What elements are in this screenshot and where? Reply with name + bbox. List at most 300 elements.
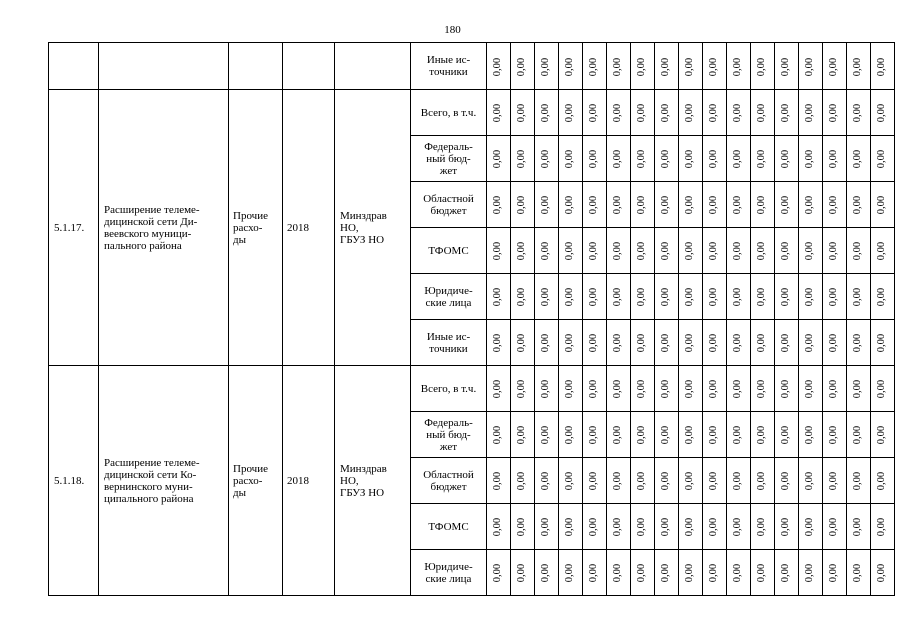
value-text: 0,00 <box>492 471 504 491</box>
value-text: 0,00 <box>732 287 744 307</box>
value-text: 0,00 <box>756 195 768 215</box>
value-cell <box>559 320 583 366</box>
value-text: 0,00 <box>588 563 600 583</box>
value-cell <box>535 182 559 228</box>
value-cell <box>631 182 655 228</box>
value-text: 0,00 <box>708 517 720 537</box>
value-cell <box>703 320 727 366</box>
value-cell <box>655 136 679 182</box>
value-text: 0,00 <box>588 195 600 215</box>
value-cell <box>559 43 583 90</box>
value-text: 0,00 <box>516 241 528 261</box>
value-text: 0,00 <box>852 425 864 445</box>
value-cell <box>655 458 679 504</box>
value-text: 0,00 <box>708 425 720 445</box>
value-cell <box>775 90 799 136</box>
value-cell <box>751 504 775 550</box>
value-cell <box>535 90 559 136</box>
value-cell <box>727 182 751 228</box>
source-cell: Юридиче- ские лица <box>411 550 487 596</box>
value-text: 0,00 <box>732 563 744 583</box>
value-text: 0,00 <box>636 241 648 261</box>
value-text: 0,00 <box>756 425 768 445</box>
value-text: 0,00 <box>756 333 768 353</box>
value-text: 0,00 <box>828 563 840 583</box>
item-code: 5.1.18. <box>49 366 99 596</box>
value-text: 0,00 <box>708 563 720 583</box>
value-cell <box>871 90 895 136</box>
value-cell <box>487 274 511 320</box>
value-cell <box>559 182 583 228</box>
value-text: 0,00 <box>756 563 768 583</box>
value-text: 0,00 <box>708 103 720 123</box>
table-row <box>49 90 895 136</box>
value-cell <box>535 458 559 504</box>
value-text: 0,00 <box>780 287 792 307</box>
value-cell <box>727 412 751 458</box>
value-text: 0,00 <box>780 425 792 445</box>
value-text: 0,00 <box>588 57 600 76</box>
value-cell <box>487 550 511 596</box>
value-cell <box>655 504 679 550</box>
value-text: 0,00 <box>876 517 888 537</box>
value-cell <box>511 550 535 596</box>
value-cell <box>655 43 679 90</box>
item-name: Расширение телеме- дицинской сети Ко- вернинского муни- ципального района <box>99 366 229 596</box>
value-text: 0,00 <box>492 379 504 399</box>
value-text: 0,00 <box>588 149 600 169</box>
value-cell <box>583 550 607 596</box>
value-text: 0,00 <box>564 471 576 491</box>
value-text: 0,00 <box>804 195 816 215</box>
source-cell: Юридиче- ские лица <box>411 274 487 320</box>
value-cell <box>607 412 631 458</box>
value-cell <box>703 136 727 182</box>
value-cell <box>607 504 631 550</box>
value-text: 0,00 <box>852 103 864 123</box>
value-cell <box>607 228 631 274</box>
value-cell <box>631 228 655 274</box>
value-cell <box>751 412 775 458</box>
value-cell <box>703 274 727 320</box>
value-text: 0,00 <box>564 241 576 261</box>
value-text: 0,00 <box>780 333 792 353</box>
value-cell <box>559 504 583 550</box>
expense-type: Прочие расхо- ды <box>229 90 283 366</box>
value-cell <box>799 366 823 412</box>
empty-cell <box>229 43 283 90</box>
value-cell <box>847 366 871 412</box>
value-cell <box>487 182 511 228</box>
value-cell <box>727 90 751 136</box>
value-text: 0,00 <box>636 563 648 583</box>
source-cell: Всего, в т.ч. <box>411 366 487 412</box>
value-text: 0,00 <box>852 563 864 583</box>
value-cell <box>607 274 631 320</box>
value-cell <box>631 43 655 90</box>
value-cell <box>871 550 895 596</box>
value-text: 0,00 <box>588 425 600 445</box>
value-cell <box>703 458 727 504</box>
value-text: 0,00 <box>636 471 648 491</box>
value-text: 0,00 <box>852 379 864 399</box>
value-text: 0,00 <box>732 149 744 169</box>
value-cell <box>799 412 823 458</box>
value-text: 0,00 <box>852 471 864 491</box>
value-cell <box>727 550 751 596</box>
value-cell <box>751 274 775 320</box>
value-cell <box>559 228 583 274</box>
value-text: 0,00 <box>684 333 696 353</box>
value-cell <box>679 320 703 366</box>
source-cell: Федераль- ный бюд- жет <box>411 412 487 458</box>
value-text: 0,00 <box>612 425 624 445</box>
value-cell <box>511 228 535 274</box>
value-text: 0,00 <box>708 287 720 307</box>
source-cell: Областной бюджет <box>411 182 487 228</box>
value-cell <box>679 412 703 458</box>
value-text: 0,00 <box>660 241 672 261</box>
value-text: 0,00 <box>492 241 504 261</box>
value-text: 0,00 <box>732 471 744 491</box>
value-text: 0,00 <box>804 517 816 537</box>
value-cell <box>583 412 607 458</box>
value-cell <box>607 458 631 504</box>
value-text: 0,00 <box>708 471 720 491</box>
value-cell <box>823 320 847 366</box>
value-cell <box>823 366 847 412</box>
value-cell <box>487 320 511 366</box>
value-cell <box>679 274 703 320</box>
value-text: 0,00 <box>804 563 816 583</box>
value-text: 0,00 <box>516 149 528 169</box>
value-text: 0,00 <box>804 471 816 491</box>
value-cell <box>703 90 727 136</box>
value-text: 0,00 <box>660 425 672 445</box>
value-cell <box>727 136 751 182</box>
value-cell <box>679 90 703 136</box>
value-cell <box>487 228 511 274</box>
value-cell <box>679 458 703 504</box>
value-text: 0,00 <box>828 333 840 353</box>
value-cell <box>703 366 727 412</box>
value-cell <box>775 504 799 550</box>
value-text: 0,00 <box>540 149 552 169</box>
value-text: 0,00 <box>732 103 744 123</box>
value-cell <box>631 320 655 366</box>
value-cell <box>559 274 583 320</box>
value-text: 0,00 <box>756 287 768 307</box>
value-cell <box>727 228 751 274</box>
value-cell <box>655 274 679 320</box>
value-cell <box>511 458 535 504</box>
value-cell <box>511 90 535 136</box>
value-text: 0,00 <box>852 333 864 353</box>
value-text: 0,00 <box>684 379 696 399</box>
value-text: 0,00 <box>828 149 840 169</box>
value-cell <box>751 136 775 182</box>
source-cell: Всего, в т.ч. <box>411 90 487 136</box>
value-text: 0,00 <box>876 471 888 491</box>
value-text: 0,00 <box>804 333 816 353</box>
source-cell: Иные ис- точники <box>411 320 487 366</box>
value-text: 0,00 <box>492 57 504 76</box>
value-cell <box>847 90 871 136</box>
value-text: 0,00 <box>732 241 744 261</box>
value-text: 0,00 <box>660 149 672 169</box>
value-text: 0,00 <box>684 287 696 307</box>
value-cell <box>511 43 535 90</box>
page-number: 180 <box>444 24 461 36</box>
value-cell <box>511 136 535 182</box>
value-text: 0,00 <box>660 517 672 537</box>
value-cell <box>799 228 823 274</box>
value-cell <box>535 504 559 550</box>
value-cell <box>871 228 895 274</box>
value-text: 0,00 <box>708 241 720 261</box>
value-text: 0,00 <box>564 379 576 399</box>
value-text: 0,00 <box>636 149 648 169</box>
value-cell <box>799 90 823 136</box>
value-cell <box>847 550 871 596</box>
value-cell <box>823 458 847 504</box>
value-cell <box>727 43 751 90</box>
value-text: 0,00 <box>516 103 528 123</box>
value-text: 0,00 <box>540 241 552 261</box>
value-text: 0,00 <box>492 195 504 215</box>
value-text: 0,00 <box>516 563 528 583</box>
value-text: 0,00 <box>492 563 504 583</box>
value-text: 0,00 <box>636 517 648 537</box>
value-text: 0,00 <box>684 149 696 169</box>
value-text: 0,00 <box>804 425 816 445</box>
value-text: 0,00 <box>684 103 696 123</box>
value-text: 0,00 <box>540 333 552 353</box>
value-text: 0,00 <box>564 149 576 169</box>
value-text: 0,00 <box>660 563 672 583</box>
value-text: 0,00 <box>828 57 840 76</box>
value-cell <box>511 320 535 366</box>
value-cell <box>727 320 751 366</box>
value-text: 0,00 <box>612 149 624 169</box>
value-text: 0,00 <box>852 195 864 215</box>
value-text: 0,00 <box>492 517 504 537</box>
value-text: 0,00 <box>540 425 552 445</box>
value-cell <box>799 136 823 182</box>
value-cell <box>535 136 559 182</box>
value-text: 0,00 <box>780 57 792 76</box>
value-cell <box>679 228 703 274</box>
source-cell: Областной бюджет <box>411 458 487 504</box>
value-cell <box>871 504 895 550</box>
value-text: 0,00 <box>540 471 552 491</box>
value-text: 0,00 <box>660 379 672 399</box>
value-text: 0,00 <box>540 517 552 537</box>
value-cell <box>775 458 799 504</box>
value-cell <box>799 458 823 504</box>
value-cell <box>847 136 871 182</box>
value-cell <box>583 228 607 274</box>
value-text: 0,00 <box>684 241 696 261</box>
value-text: 0,00 <box>516 379 528 399</box>
value-text: 0,00 <box>636 333 648 353</box>
value-text: 0,00 <box>756 57 768 76</box>
value-text: 0,00 <box>756 103 768 123</box>
value-cell <box>847 182 871 228</box>
value-cell <box>535 320 559 366</box>
value-cell <box>847 274 871 320</box>
value-cell <box>535 228 559 274</box>
value-cell <box>583 182 607 228</box>
value-cell <box>583 43 607 90</box>
value-text: 0,00 <box>828 195 840 215</box>
value-text: 0,00 <box>756 149 768 169</box>
value-text: 0,00 <box>780 563 792 583</box>
value-text: 0,00 <box>660 333 672 353</box>
value-text: 0,00 <box>732 57 744 76</box>
value-text: 0,00 <box>780 517 792 537</box>
value-text: 0,00 <box>612 241 624 261</box>
value-cell <box>847 320 871 366</box>
item-executor: Минздрав НО, ГБУЗ НО <box>335 366 411 596</box>
value-cell <box>631 458 655 504</box>
value-text: 0,00 <box>588 287 600 307</box>
value-text: 0,00 <box>852 241 864 261</box>
value-cell <box>799 182 823 228</box>
value-cell <box>823 550 847 596</box>
empty-cell <box>49 43 99 90</box>
source-cell: ТФОМС <box>411 228 487 274</box>
value-cell <box>751 550 775 596</box>
value-cell <box>751 320 775 366</box>
value-text: 0,00 <box>876 57 888 76</box>
value-cell <box>727 366 751 412</box>
value-text: 0,00 <box>492 425 504 445</box>
value-text: 0,00 <box>540 379 552 399</box>
value-text: 0,00 <box>564 517 576 537</box>
value-cell <box>631 412 655 458</box>
value-cell <box>655 412 679 458</box>
value-text: 0,00 <box>516 195 528 215</box>
value-text: 0,00 <box>492 103 504 123</box>
value-text: 0,00 <box>492 287 504 307</box>
value-text: 0,00 <box>852 517 864 537</box>
value-text: 0,00 <box>804 149 816 169</box>
value-cell <box>823 43 847 90</box>
value-text: 0,00 <box>756 241 768 261</box>
value-cell <box>655 366 679 412</box>
value-cell <box>871 182 895 228</box>
value-text: 0,00 <box>636 195 648 215</box>
value-cell <box>559 550 583 596</box>
value-text: 0,00 <box>540 287 552 307</box>
value-cell <box>751 182 775 228</box>
value-cell <box>655 550 679 596</box>
value-cell <box>799 550 823 596</box>
value-text: 0,00 <box>540 563 552 583</box>
value-text: 0,00 <box>636 425 648 445</box>
value-cell <box>751 228 775 274</box>
item-code: 5.1.17. <box>49 90 99 366</box>
value-cell <box>871 320 895 366</box>
value-text: 0,00 <box>612 471 624 491</box>
value-text: 0,00 <box>780 103 792 123</box>
value-text: 0,00 <box>612 195 624 215</box>
value-text: 0,00 <box>516 57 528 76</box>
value-text: 0,00 <box>492 333 504 353</box>
value-cell <box>559 458 583 504</box>
value-cell <box>799 274 823 320</box>
value-cell <box>535 550 559 596</box>
value-text: 0,00 <box>588 241 600 261</box>
value-cell <box>847 458 871 504</box>
value-cell <box>679 136 703 182</box>
empty-cell <box>335 43 411 90</box>
value-cell <box>751 43 775 90</box>
source-cell: ТФОМС <box>411 504 487 550</box>
value-text: 0,00 <box>612 287 624 307</box>
value-cell <box>487 504 511 550</box>
value-text: 0,00 <box>828 517 840 537</box>
value-cell <box>775 274 799 320</box>
value-text: 0,00 <box>804 103 816 123</box>
value-cell <box>631 550 655 596</box>
value-cell <box>799 43 823 90</box>
value-text: 0,00 <box>660 471 672 491</box>
value-text: 0,00 <box>684 195 696 215</box>
value-cell <box>583 366 607 412</box>
value-text: 0,00 <box>756 379 768 399</box>
value-cell <box>847 43 871 90</box>
value-text: 0,00 <box>516 471 528 491</box>
value-text: 0,00 <box>612 563 624 583</box>
table-row <box>49 366 895 412</box>
value-text: 0,00 <box>780 379 792 399</box>
source-cell: Иные ис- точники <box>411 43 487 90</box>
value-cell <box>847 412 871 458</box>
value-text: 0,00 <box>804 287 816 307</box>
value-text: 0,00 <box>564 103 576 123</box>
value-text: 0,00 <box>708 195 720 215</box>
value-text: 0,00 <box>876 241 888 261</box>
value-cell <box>823 182 847 228</box>
value-text: 0,00 <box>564 333 576 353</box>
value-cell <box>775 182 799 228</box>
value-cell <box>727 274 751 320</box>
value-text: 0,00 <box>876 333 888 353</box>
value-cell <box>559 90 583 136</box>
value-cell <box>679 182 703 228</box>
value-text: 0,00 <box>876 103 888 123</box>
value-cell <box>655 90 679 136</box>
value-text: 0,00 <box>564 425 576 445</box>
value-text: 0,00 <box>612 57 624 76</box>
value-text: 0,00 <box>684 563 696 583</box>
value-cell <box>607 136 631 182</box>
value-text: 0,00 <box>588 379 600 399</box>
value-cell <box>679 550 703 596</box>
value-cell <box>679 43 703 90</box>
value-text: 0,00 <box>684 517 696 537</box>
value-cell <box>583 90 607 136</box>
value-cell <box>727 458 751 504</box>
value-cell <box>703 228 727 274</box>
value-cell <box>823 228 847 274</box>
value-cell <box>871 458 895 504</box>
value-cell <box>583 458 607 504</box>
value-cell <box>583 320 607 366</box>
value-text: 0,00 <box>708 379 720 399</box>
